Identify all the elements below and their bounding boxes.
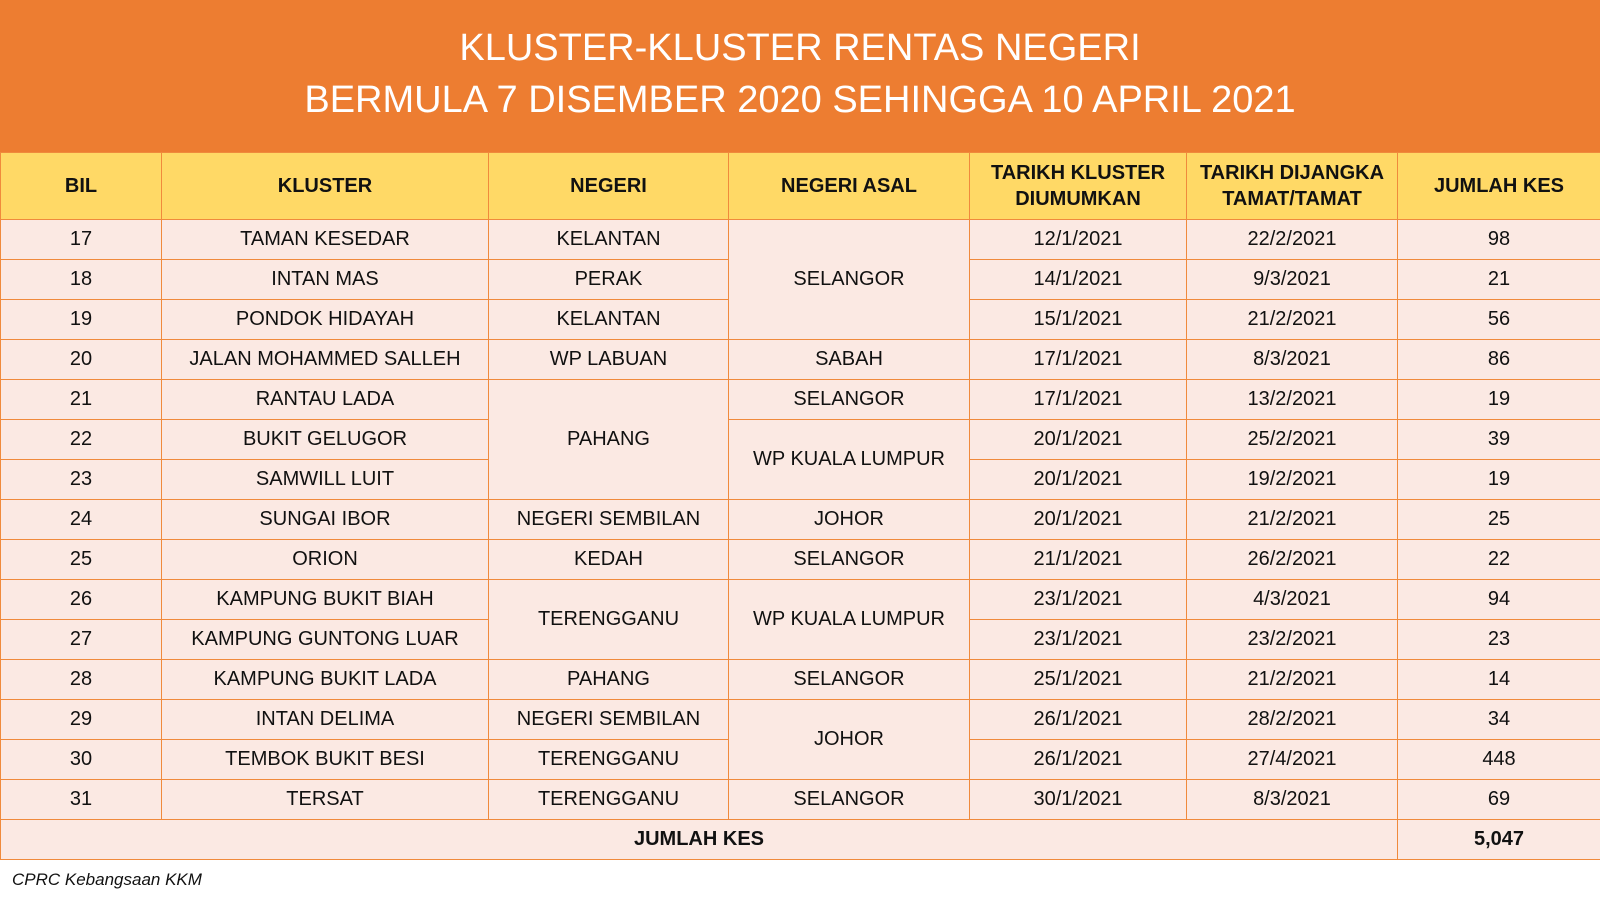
cell-negeri-asal: SELANGOR bbox=[729, 540, 970, 580]
cluster-table bbox=[0, 152, 1600, 860]
cell-kes: 69 bbox=[1398, 780, 1600, 820]
cell-diumumkan: 26/1/2021 bbox=[970, 740, 1187, 780]
cell-tamat: 28/2/2021 bbox=[1187, 700, 1398, 740]
title-line-2: BERMULA 7 DISEMBER 2020 SEHINGGA 10 APRIL 2021 bbox=[304, 79, 1296, 121]
cell-bil: 25 bbox=[1, 540, 162, 580]
cell-kluster: KAMPUNG BUKIT LADA bbox=[162, 660, 489, 700]
cell-negeri-asal: SELANGOR bbox=[729, 380, 970, 420]
cell-kluster: PONDOK HIDAYAH bbox=[162, 300, 489, 340]
cell-kluster: ORION bbox=[162, 540, 489, 580]
cell-negeri-asal: SELANGOR bbox=[729, 780, 970, 820]
header-tarikh-kluster-line2: DIUMUMKAN bbox=[1015, 188, 1141, 210]
cell-bil: 18 bbox=[1, 260, 162, 300]
table-row bbox=[1, 540, 1600, 580]
cell-negeri: TERENGGANU bbox=[489, 740, 729, 780]
cell-tamat: 21/2/2021 bbox=[1187, 500, 1398, 540]
cell-negeri-asal: SELANGOR bbox=[729, 660, 970, 700]
cell-kluster: INTAN DELIMA bbox=[162, 700, 489, 740]
cell-kes: 23 bbox=[1398, 620, 1600, 660]
cell-kluster: KAMPUNG GUNTONG LUAR bbox=[162, 620, 489, 660]
cell-diumumkan: 12/1/2021 bbox=[970, 220, 1187, 260]
cell-kes: 25 bbox=[1398, 500, 1600, 540]
header-tarikh-tamat-line2: TAMAT/TAMAT bbox=[1222, 188, 1362, 210]
cell-kes: 98 bbox=[1398, 220, 1600, 260]
cell-kluster: KAMPUNG BUKIT BIAH bbox=[162, 580, 489, 620]
cell-diumumkan: 23/1/2021 bbox=[970, 620, 1187, 660]
cell-bil: 29 bbox=[1, 700, 162, 740]
cell-tamat: 13/2/2021 bbox=[1187, 380, 1398, 420]
cell-diumumkan: 25/1/2021 bbox=[970, 660, 1187, 700]
cell-bil: 24 bbox=[1, 500, 162, 540]
cell-tamat: 27/4/2021 bbox=[1187, 740, 1398, 780]
table-row bbox=[1, 340, 1600, 380]
cell-kes: 19 bbox=[1398, 380, 1600, 420]
cell-kes: 86 bbox=[1398, 340, 1600, 380]
cell-bil: 21 bbox=[1, 380, 162, 420]
cell-negeri: NEGERI SEMBILAN bbox=[489, 500, 729, 540]
cell-negeri: KELANTAN bbox=[489, 220, 729, 260]
cell-tamat: 21/2/2021 bbox=[1187, 300, 1398, 340]
cell-tamat: 4/3/2021 bbox=[1187, 580, 1398, 620]
cell-kes: 19 bbox=[1398, 460, 1600, 500]
cell-tamat: 8/3/2021 bbox=[1187, 780, 1398, 820]
cell-diumumkan: 17/1/2021 bbox=[970, 380, 1187, 420]
cell-negeri: PAHANG bbox=[489, 660, 729, 700]
cell-negeri: WP LABUAN bbox=[489, 340, 729, 380]
cell-bil: 19 bbox=[1, 300, 162, 340]
cell-diumumkan: 17/1/2021 bbox=[970, 340, 1187, 380]
cell-tamat: 9/3/2021 bbox=[1187, 260, 1398, 300]
table-header-row bbox=[1, 153, 1600, 220]
cell-bil: 28 bbox=[1, 660, 162, 700]
table-row bbox=[1, 420, 1600, 460]
total-row bbox=[1, 820, 1600, 860]
cell-kes: 21 bbox=[1398, 260, 1600, 300]
cell-bil: 22 bbox=[1, 420, 162, 460]
table-row bbox=[1, 580, 1600, 620]
cell-diumumkan: 26/1/2021 bbox=[970, 700, 1187, 740]
table-row bbox=[1, 220, 1600, 260]
cell-bil: 31 bbox=[1, 780, 162, 820]
cell-negeri: NEGERI SEMBILAN bbox=[489, 700, 729, 740]
cell-kluster: SUNGAI IBOR bbox=[162, 500, 489, 540]
header-kluster: KLUSTER bbox=[162, 153, 489, 220]
cell-bil: 17 bbox=[1, 220, 162, 260]
header-tarikh-tamat-line1: TARIKH DIJANGKA bbox=[1199, 162, 1385, 184]
cell-negeri: PAHANG bbox=[489, 380, 729, 500]
cell-negeri-asal: WP KUALA LUMPUR bbox=[729, 420, 970, 500]
header-tarikh-kluster-line1: TARIKH KLUSTER bbox=[990, 162, 1166, 184]
source-note: CPRC Kebangsaan KKM bbox=[12, 870, 202, 889]
cell-diumumkan: 15/1/2021 bbox=[970, 300, 1187, 340]
cell-kluster: TERSAT bbox=[162, 780, 489, 820]
header-negeri-asal: NEGERI ASAL bbox=[729, 153, 970, 220]
cell-kluster: RANTAU LADA bbox=[162, 380, 489, 420]
cell-kes: 39 bbox=[1398, 420, 1600, 460]
cell-kluster: TAMAN KESEDAR bbox=[162, 220, 489, 260]
title-banner bbox=[0, 0, 1600, 152]
cell-kluster: SAMWILL LUIT bbox=[162, 460, 489, 500]
cell-tamat: 26/2/2021 bbox=[1187, 540, 1398, 580]
cell-tamat: 19/2/2021 bbox=[1187, 460, 1398, 500]
cell-negeri-asal: SELANGOR bbox=[729, 220, 970, 340]
cell-kes: 94 bbox=[1398, 580, 1600, 620]
cell-bil: 20 bbox=[1, 340, 162, 380]
cell-kes: 56 bbox=[1398, 300, 1600, 340]
header-tarikh-kluster bbox=[970, 153, 1187, 220]
table-row bbox=[1, 700, 1600, 740]
cell-diumumkan: 23/1/2021 bbox=[970, 580, 1187, 620]
header-tarikh-tamat bbox=[1187, 153, 1398, 220]
header-jumlah-kes: JUMLAH KES bbox=[1398, 153, 1600, 220]
cell-kluster: BUKIT GELUGOR bbox=[162, 420, 489, 460]
cell-negeri: KELANTAN bbox=[489, 300, 729, 340]
cell-bil: 30 bbox=[1, 740, 162, 780]
table-row bbox=[1, 660, 1600, 700]
cell-kes: 448 bbox=[1398, 740, 1600, 780]
cell-diumumkan: 20/1/2021 bbox=[970, 460, 1187, 500]
cell-negeri: TERENGGANU bbox=[489, 780, 729, 820]
cell-kluster: INTAN MAS bbox=[162, 260, 489, 300]
cell-tamat: 21/2/2021 bbox=[1187, 660, 1398, 700]
cell-negeri-asal: SABAH bbox=[729, 340, 970, 380]
cell-negeri: KEDAH bbox=[489, 540, 729, 580]
header-bil: BIL bbox=[1, 153, 162, 220]
cell-diumumkan: 14/1/2021 bbox=[970, 260, 1187, 300]
cell-negeri: TERENGGANU bbox=[489, 580, 729, 660]
cell-tamat: 22/2/2021 bbox=[1187, 220, 1398, 260]
total-label: JUMLAH KES bbox=[1, 820, 1398, 860]
header-negeri: NEGERI bbox=[489, 153, 729, 220]
cell-negeri-asal: JOHOR bbox=[729, 500, 970, 540]
cell-kes: 22 bbox=[1398, 540, 1600, 580]
cell-bil: 26 bbox=[1, 580, 162, 620]
table-row bbox=[1, 380, 1600, 420]
cell-diumumkan: 21/1/2021 bbox=[970, 540, 1187, 580]
cell-tamat: 8/3/2021 bbox=[1187, 340, 1398, 380]
table-row bbox=[1, 780, 1600, 820]
table-row bbox=[1, 500, 1600, 540]
cell-tamat: 23/2/2021 bbox=[1187, 620, 1398, 660]
cell-kes: 34 bbox=[1398, 700, 1600, 740]
cell-bil: 27 bbox=[1, 620, 162, 660]
cell-tamat: 25/2/2021 bbox=[1187, 420, 1398, 460]
cell-diumumkan: 20/1/2021 bbox=[970, 420, 1187, 460]
cell-kluster: JALAN MOHAMMED SALLEH bbox=[162, 340, 489, 380]
cell-diumumkan: 20/1/2021 bbox=[970, 500, 1187, 540]
cell-negeri-asal: JOHOR bbox=[729, 700, 970, 780]
cell-kes: 14 bbox=[1398, 660, 1600, 700]
cell-negeri: PERAK bbox=[489, 260, 729, 300]
title-line-1: KLUSTER-KLUSTER RENTAS NEGERI bbox=[459, 27, 1141, 69]
cell-kluster: TEMBOK BUKIT BESI bbox=[162, 740, 489, 780]
cell-negeri-asal: WP KUALA LUMPUR bbox=[729, 580, 970, 660]
cell-bil: 23 bbox=[1, 460, 162, 500]
total-value: 5,047 bbox=[1398, 820, 1600, 860]
cell-diumumkan: 30/1/2021 bbox=[970, 780, 1187, 820]
